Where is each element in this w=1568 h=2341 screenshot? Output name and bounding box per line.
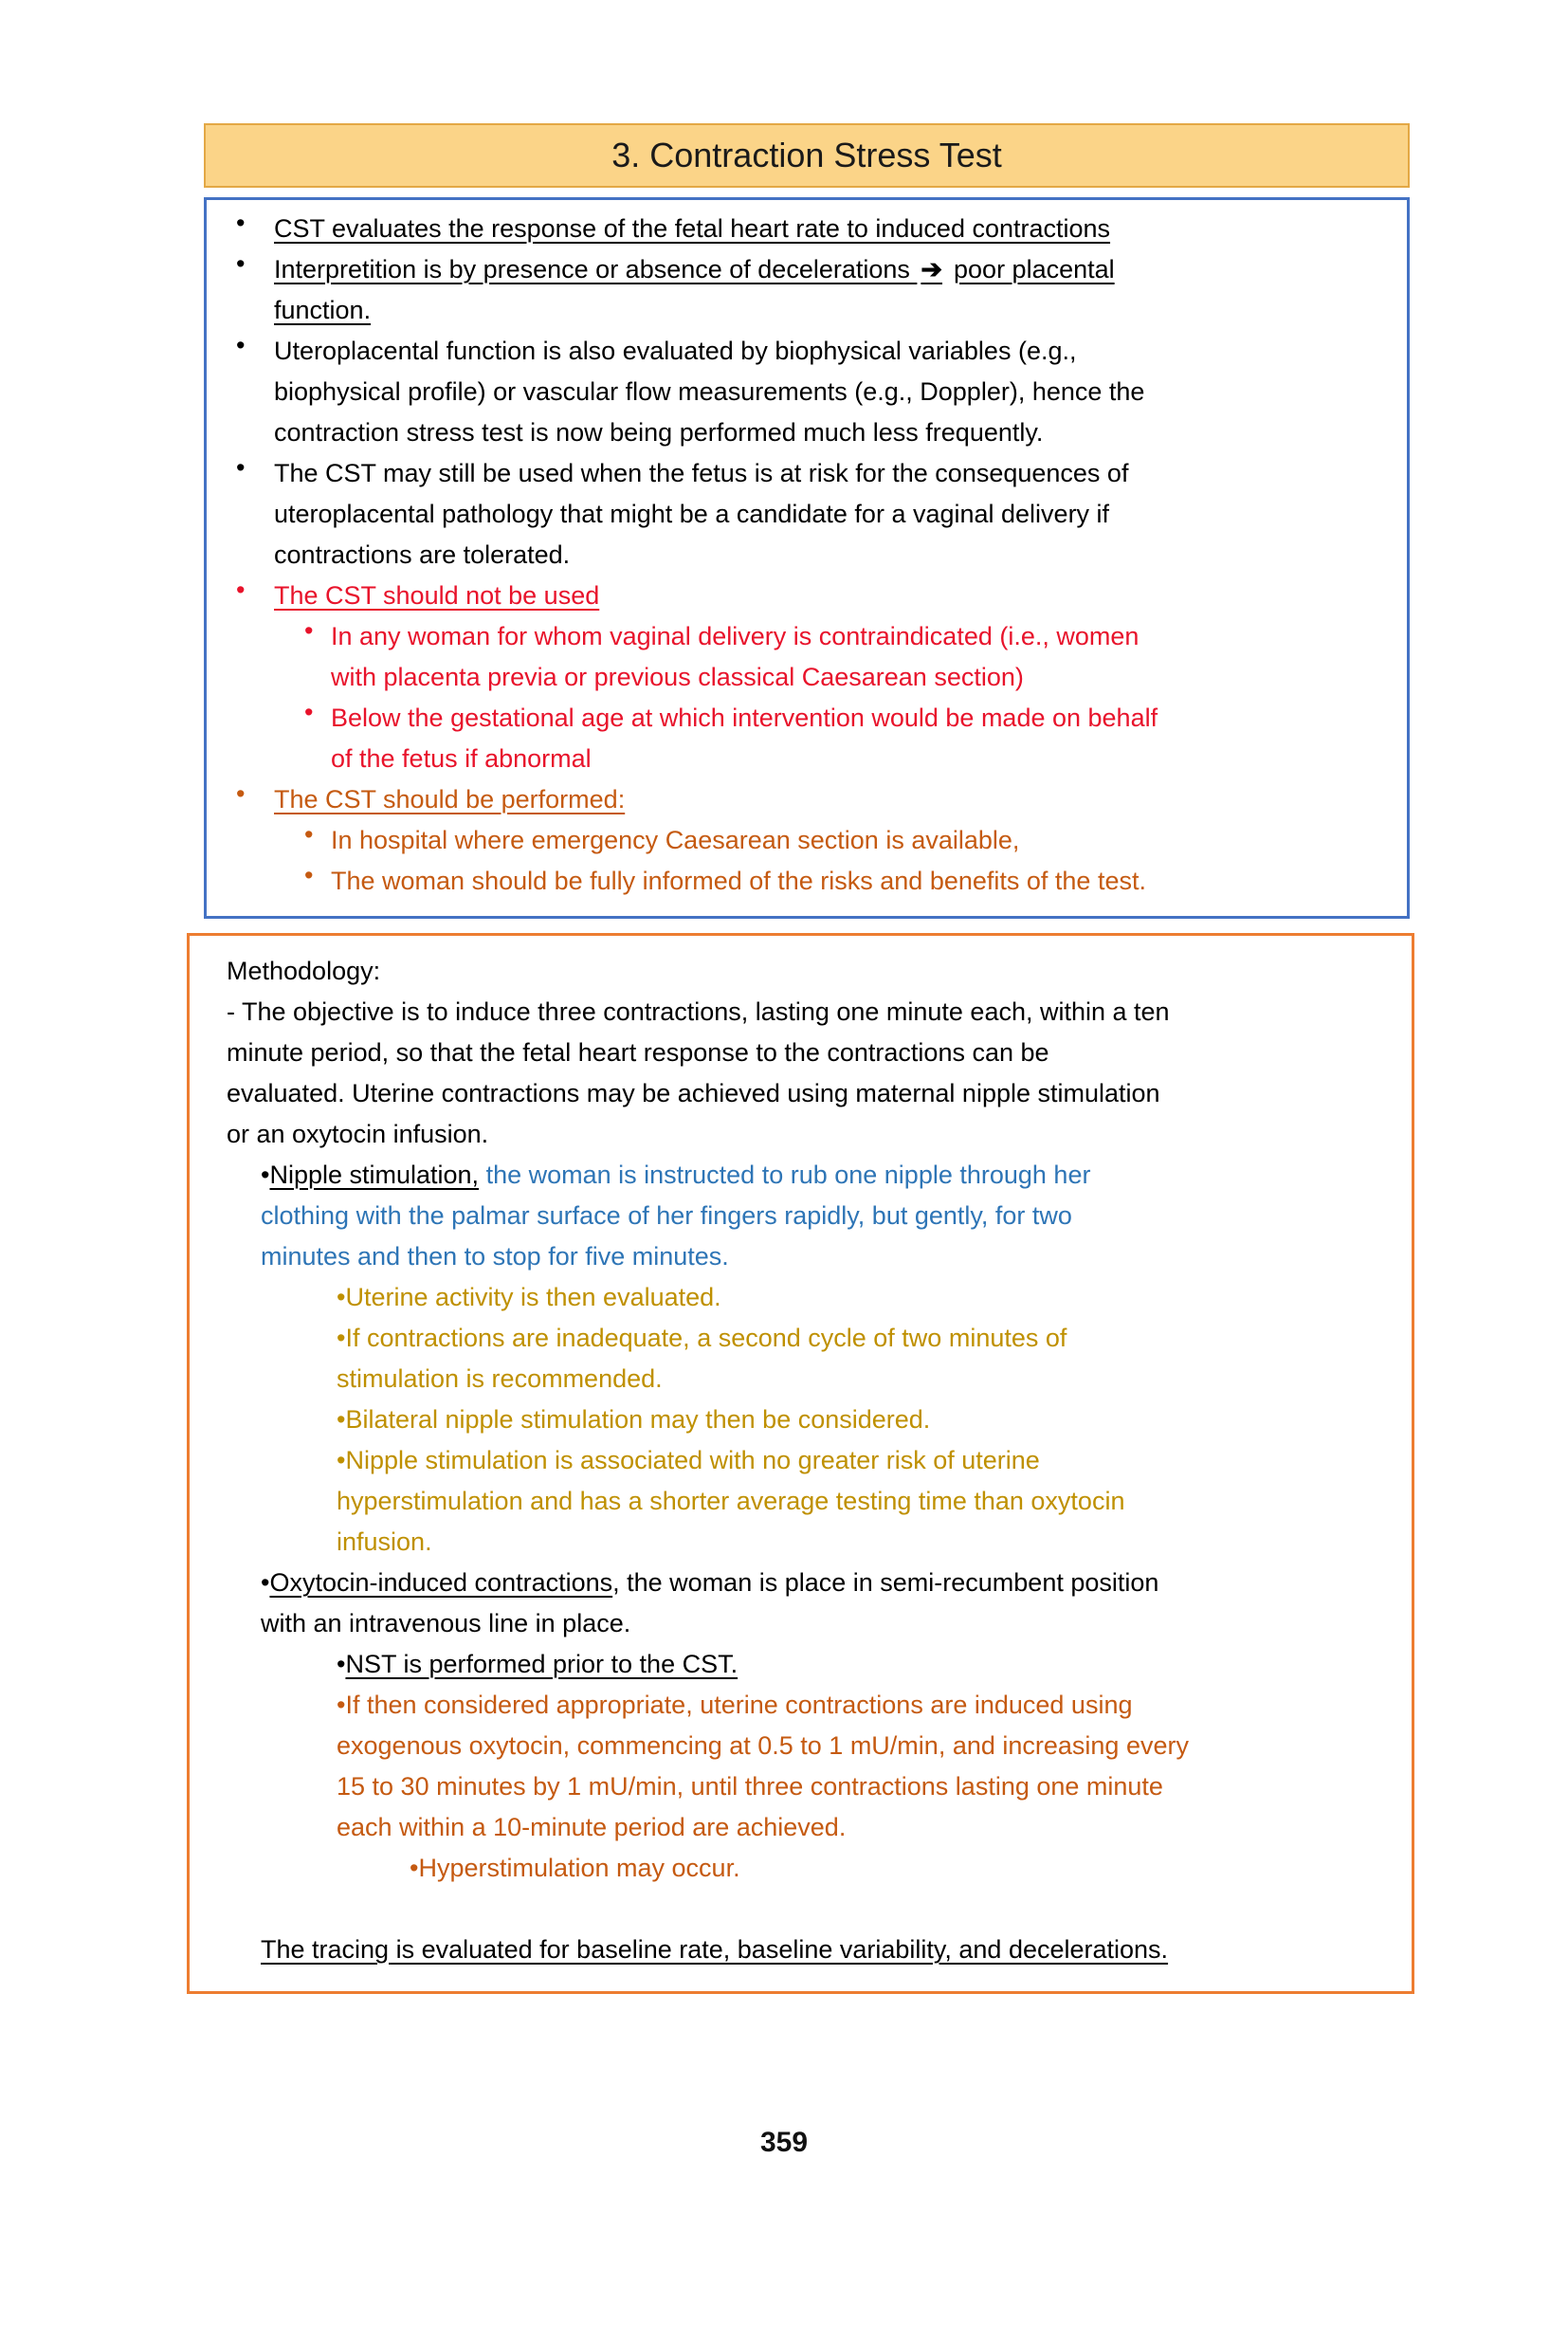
text-line xyxy=(227,951,1398,992)
text-line xyxy=(337,1440,1398,1481)
bullet-icon: • xyxy=(304,616,314,645)
text-line xyxy=(337,1481,1398,1522)
text-line xyxy=(274,209,1394,249)
bullet-item xyxy=(207,820,1394,861)
methodology-box xyxy=(187,933,1414,1994)
bullet-item xyxy=(207,209,1394,249)
text-line xyxy=(331,739,1394,779)
overview-box xyxy=(204,197,1410,919)
text-line xyxy=(274,249,1394,290)
text-segment: Oxytocin-induced contractions xyxy=(269,1568,613,1597)
bullet-icon: • xyxy=(236,779,246,808)
bullet-text xyxy=(274,249,1394,331)
bullet-item xyxy=(227,1644,1398,1685)
text-segment: Nipple stimulation, xyxy=(269,1161,480,1189)
text-line xyxy=(337,1399,1398,1440)
bullet-item xyxy=(207,698,1394,779)
text-line xyxy=(274,412,1394,453)
text-line xyxy=(337,1522,1398,1563)
text-line xyxy=(261,1196,1398,1236)
text-segment: Methodology: xyxy=(227,957,381,985)
text-segment: or an oxytocin infusion. xyxy=(227,1120,489,1148)
bullet-text xyxy=(274,576,1394,616)
bullet-item xyxy=(207,861,1394,902)
bullet-icon: • xyxy=(337,1650,346,1678)
text-segment: exogenous oxytocin, commencing at 0.5 to 1 mU/min, and increasing every xyxy=(337,1731,1189,1760)
text-segment: •If then considered appropriate, uterine contractions are induced using xyxy=(337,1691,1133,1719)
text-line xyxy=(227,1073,1398,1114)
bullet-icon: • xyxy=(236,249,246,278)
text-segment: •If contractions are inadequate, a second cycle of two minutes of xyxy=(337,1324,1067,1352)
text-segment: , the woman is place in semi-recumbent position xyxy=(612,1568,1159,1597)
text-segment: stimulation is recommended. xyxy=(337,1364,663,1393)
text-segment: The CST should not be used xyxy=(274,581,600,610)
text-segment: •Nipple stimulation is associated with no greater risk of uterine xyxy=(337,1446,1040,1474)
text-line xyxy=(274,779,1394,820)
text-segment: •Uterine activity is then evaluated. xyxy=(337,1283,721,1311)
bullet-icon: • xyxy=(236,331,246,359)
text-segment: with an intravenous line in place. xyxy=(261,1609,631,1637)
bullet-item xyxy=(227,1277,1398,1318)
bullet-icon: • xyxy=(304,698,314,726)
text-segment: poor placental xyxy=(954,255,1115,283)
bullet-item xyxy=(207,453,1394,576)
bullet-item xyxy=(227,1440,1398,1563)
text-line xyxy=(331,616,1394,657)
text-line xyxy=(227,1033,1398,1073)
text-segment: uteroplacental pathology that might be a candidate for a vaginal delivery if xyxy=(274,500,1110,528)
bullet-item xyxy=(207,779,1394,820)
text-segment: minute period, so that the fetal heart response to the contractions can be xyxy=(227,1038,1049,1067)
bullet-item xyxy=(207,616,1394,698)
text-segment: Interpretition is by presence or absence of decelerations xyxy=(274,255,918,283)
text-line xyxy=(337,1318,1398,1359)
text-segment: In any woman for whom vaginal delivery is contraindicated (i.e., women xyxy=(331,622,1140,650)
text-line xyxy=(337,1726,1398,1766)
bullet-icon: • xyxy=(261,1161,270,1189)
text-segment: •Bilateral nipple stimulation may then be considered. xyxy=(337,1405,931,1434)
bullet-icon: • xyxy=(236,209,246,237)
text-segment: The woman should be fully informed of the risks and benefits of the test. xyxy=(331,867,1146,895)
text-line xyxy=(261,1155,1398,1196)
text-line xyxy=(261,1929,1398,1970)
text-line xyxy=(261,1603,1398,1644)
bullet-item xyxy=(227,1929,1398,1970)
bullet-text xyxy=(331,698,1394,779)
text-line xyxy=(227,1114,1398,1155)
text-line xyxy=(337,1644,1398,1685)
text-line xyxy=(331,657,1394,698)
text-line xyxy=(274,290,1394,331)
text-line xyxy=(410,1848,1398,1889)
bullet-text xyxy=(274,453,1394,576)
text-segment: NST is performed prior to the CST. xyxy=(345,1650,738,1678)
text-segment: evaluated. Uterine contractions may be achieved using maternal nipple stimulation xyxy=(227,1079,1160,1107)
bullet-icon: • xyxy=(304,820,314,849)
text-line xyxy=(337,1807,1398,1848)
bullet-text xyxy=(274,209,1394,249)
text-line xyxy=(337,1277,1398,1318)
text-segment: Below the gestational age at which intervention would be made on behalf xyxy=(331,704,1158,732)
bullet-text xyxy=(274,331,1394,453)
bullet-icon: • xyxy=(236,576,246,604)
bullet-text xyxy=(331,820,1394,861)
text-segment: The CST may still be used when the fetus is at risk for the consequences of xyxy=(274,459,1129,487)
bullet-icon: • xyxy=(261,1568,270,1597)
page-title: 3. Contraction Stress Test xyxy=(611,136,1002,174)
text-segment: function. xyxy=(274,296,372,324)
text-line xyxy=(331,861,1394,902)
text-segment: hyperstimulation and has a shorter average testing time than oxytocin xyxy=(337,1487,1125,1515)
bullet-text xyxy=(331,861,1394,902)
bullet-icon: • xyxy=(304,861,314,889)
text-segment: each within a 10-minute period are achieved. xyxy=(337,1813,847,1841)
text-segment: 15 to 30 minutes by 1 mU/min, until three contractions lasting one minute xyxy=(337,1772,1163,1801)
bullet-item xyxy=(227,992,1398,1155)
bullet-text xyxy=(274,779,1394,820)
bullet-item xyxy=(227,1318,1398,1399)
bullet-item xyxy=(207,576,1394,616)
page-number: 359 xyxy=(759,2127,809,2158)
bullet-item xyxy=(227,1399,1398,1440)
bullet-text xyxy=(331,616,1394,698)
text-segment: CST evaluates the response of the fetal heart rate to induced contractions xyxy=(274,214,1111,243)
text-line xyxy=(261,1236,1398,1277)
bullet-icon: • xyxy=(236,453,246,482)
text-line xyxy=(331,698,1394,739)
text-line xyxy=(261,1563,1398,1603)
text-segment: The tracing is evaluated for baseline rate, baseline variability, and decelerations. xyxy=(261,1935,1169,1964)
text-segment: clothing with the palmar surface of her fingers rapidly, but gently, for two xyxy=(261,1201,1072,1230)
bullet-item xyxy=(227,1848,1398,1889)
text-segment: with placenta previa or previous classical Caesarean section) xyxy=(331,663,1024,691)
text-segment: the woman is instructed to rub one nipple through her xyxy=(479,1161,1091,1189)
text-segment: of the fetus if abnormal xyxy=(331,744,592,773)
bullet-item xyxy=(227,1155,1398,1277)
slide-title-bar xyxy=(204,123,1410,188)
text-line xyxy=(337,1359,1398,1399)
text-segment: In hospital where emergency Caesarean section is available, xyxy=(331,826,1020,854)
text-segment: - The objective is to induce three contractions, lasting one minute each, within a ten xyxy=(227,997,1170,1026)
text-segment: Uteroplacental function is also evaluated by biophysical variables (e.g., xyxy=(274,337,1077,365)
bullet-item xyxy=(227,1563,1398,1644)
spacer xyxy=(227,1889,1398,1929)
text-line xyxy=(274,372,1394,412)
bullet-item xyxy=(227,1685,1398,1848)
bullet-item xyxy=(227,951,1398,992)
text-line xyxy=(337,1766,1398,1807)
text-segment: contractions are tolerated. xyxy=(274,540,571,569)
text-line xyxy=(274,535,1394,576)
text-segment: biophysical profile) or vascular flow measurements (e.g., Doppler), hence the xyxy=(274,377,1145,406)
text-line xyxy=(227,992,1398,1033)
text-line xyxy=(274,453,1394,494)
text-line xyxy=(337,1685,1398,1726)
bullet-item xyxy=(207,249,1394,331)
right-arrow-icon: ➔ xyxy=(921,255,943,283)
text-segment: minutes and then to stop for five minutes. xyxy=(261,1242,729,1271)
text-segment: infusion. xyxy=(337,1527,432,1556)
text-segment: •Hyperstimulation may occur. xyxy=(410,1854,740,1882)
text-line xyxy=(274,494,1394,535)
text-line xyxy=(331,820,1394,861)
bullet-item xyxy=(207,331,1394,453)
text-segment: contraction stress test is now being performed much less frequently. xyxy=(274,418,1044,447)
text-line xyxy=(274,331,1394,372)
text-segment: The CST should be performed: xyxy=(274,785,626,814)
text-line xyxy=(274,576,1394,616)
